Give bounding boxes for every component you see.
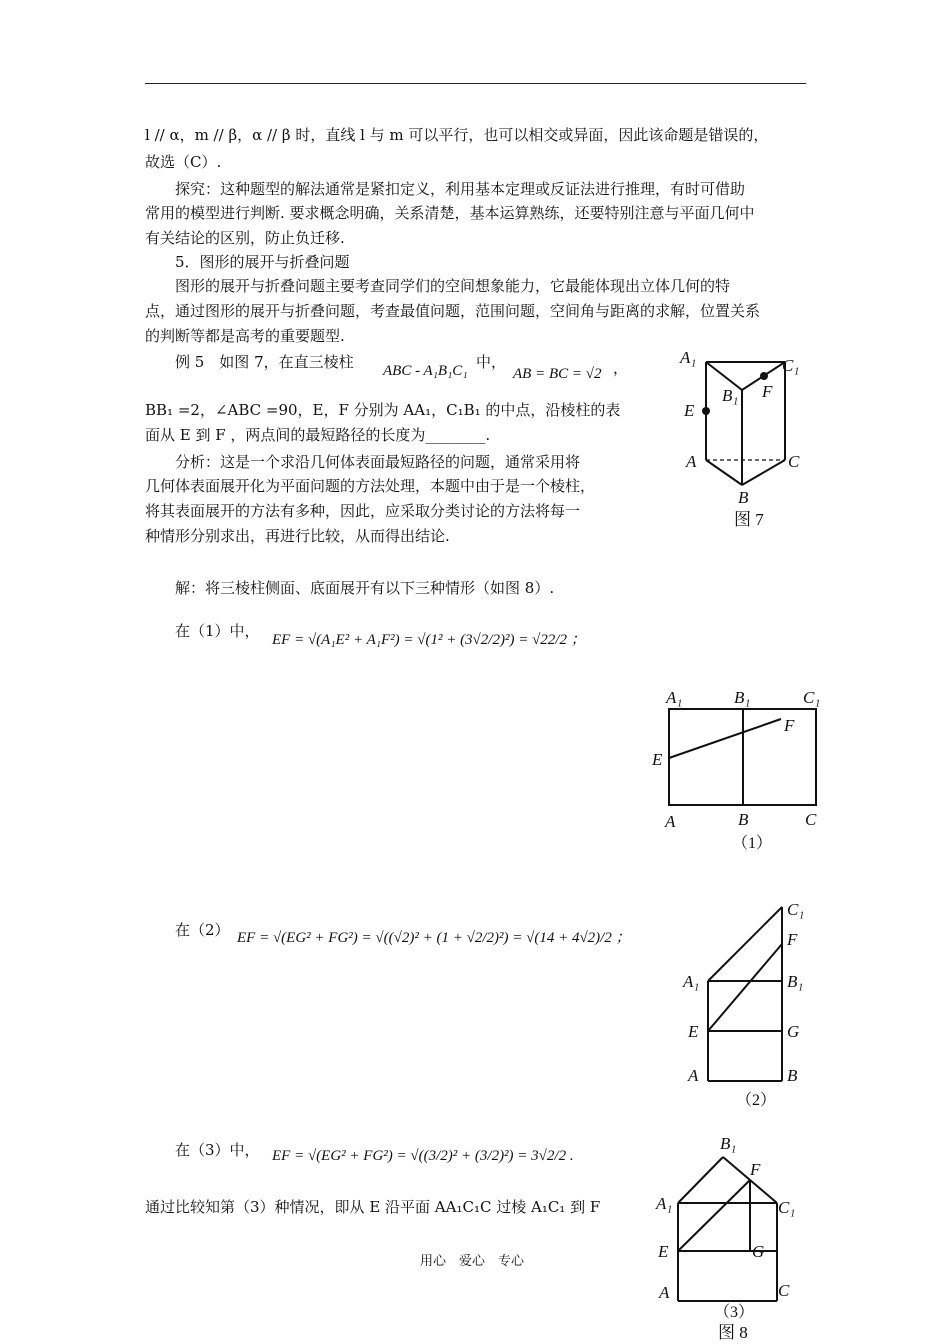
text-line: 点，通过图形的展开与折叠问题，考查最值问题，范围问题，空间角与距离的求解，位置关系 (145, 302, 761, 320)
text-line: 种情形分别求出，再进行比较，从而得出结论. (145, 527, 450, 545)
label: A₁ (666, 688, 683, 707)
label: C (805, 810, 817, 829)
text-line: 通过比较知第（3）种情况，即从 E 沿平面 AA₁C₁C 过棱 A₁C₁ 到 F (145, 1198, 601, 1216)
figure-8-2 (680, 895, 820, 1115)
label: B (738, 810, 749, 829)
label: F (762, 382, 773, 401)
label: A (686, 452, 697, 471)
label: F (750, 1160, 761, 1179)
label: C₁ (803, 688, 821, 707)
figure-7-prism (670, 345, 810, 530)
page-footer: 用心 爱心 专心 (420, 1254, 525, 1269)
figure-8-1 (648, 685, 828, 855)
label: E (688, 1022, 699, 1041)
formula-case-2: EF = √(EG² + FG²) = √((√2)² + (1 + √2/2)²) = √(14 + 4√2)/2 ； (237, 930, 631, 946)
text-line: 分析：这是一个求沿几何体表面最短路径的问题，通常采用将 (175, 453, 581, 471)
text-line: 解：将三棱柱侧面、底面展开有以下三种情形（如图 8）. (175, 579, 555, 597)
case-label: 在（1）中， (175, 622, 260, 640)
formula-case-1: EF = √(A₁E² + A₁F²) = √(1² + (3√2/2)²) = √22/2 ； (272, 632, 586, 648)
label: G (752, 1242, 765, 1261)
label: C₁ (782, 356, 800, 375)
text-line: 将其表面展开的方法有多种，因此，应采取分类讨论的方法将每一 (145, 502, 581, 520)
figure-8-3 (650, 1133, 830, 1344)
text-line: ， (613, 359, 629, 377)
text-line: BB₁ =2，∠ABC =90，E，F 分别为 AA₁，C₁B₁ 的中点，沿棱柱的表 (145, 401, 621, 419)
figure-caption: （2） (736, 1092, 777, 1109)
label: A (665, 812, 676, 831)
text-line: 中， (476, 353, 507, 371)
label: C₁ (778, 1198, 796, 1217)
section-heading: 5．图形的展开与折叠问题 (175, 253, 350, 271)
text-line: 常用的模型进行判断. 要求概念明确，关系清楚，基本运算熟练，还要特别注意与平面几何中 (145, 204, 755, 222)
header-rule (145, 83, 806, 84)
text-line: 几何体表面展开化为平面问题的方法处理，本题中由于是一个棱柱， (145, 477, 596, 495)
label: B₁ (720, 1134, 737, 1153)
text-line: 图形的展开与折叠问题主要考查同学们的空间想象能力，它最能体现出立体几何的特 (175, 277, 731, 295)
figure-caption: 图 7 (734, 510, 764, 529)
given-equation: AB = BC = √2 (513, 366, 602, 382)
label: A (659, 1283, 670, 1302)
point-f (760, 372, 768, 380)
figure-caption: （1） (732, 835, 773, 852)
figure-caption: 图 8 (718, 1323, 748, 1342)
label: A₁ (683, 972, 700, 991)
formula-case-3: EF = √(EG² + FG²) = √((3/2)² + (3/2)²) = 3√2/2 . (272, 1148, 574, 1164)
prism-name: ABC - A₁B₁C₁ (383, 363, 468, 379)
label: G (787, 1022, 800, 1041)
figure-caption: （3） (714, 1304, 755, 1321)
question-line: 面从 E 到 F ，两点间的最短路径的长度为________. (145, 426, 491, 444)
point-e (702, 407, 710, 415)
text-line: 探究：这种题型的解法通常是紧扣定义，利用基本定理或反证法进行推理，有时可借助 (175, 180, 746, 198)
label: C (788, 452, 800, 471)
label: C₁ (787, 900, 805, 919)
case-label: 在（3）中， (175, 1141, 260, 1159)
example-label: 例 5 如图 7，在直三棱柱 (175, 353, 354, 371)
label: B (787, 1066, 798, 1085)
text-line: 故选（C）. (145, 153, 222, 171)
label: B₁ (734, 688, 751, 707)
label: B₁ (722, 386, 739, 405)
label: A₁ (680, 348, 697, 367)
case-label: 在（2） (175, 921, 230, 939)
label: B₁ (787, 972, 804, 991)
label: F (787, 930, 798, 949)
label: F (784, 716, 795, 735)
label: A (688, 1066, 699, 1085)
label: E (658, 1242, 669, 1261)
text-line: 的判断等都是高考的重要题型. (145, 327, 345, 345)
text-line: l // α，m // β，α // β 时，直线 l 与 m 可以平行，也可以相交或异面，因此该命题是错误的， (145, 126, 769, 144)
label: A₁ (656, 1194, 673, 1213)
text-line: 有关结论的区别，防止负迁移. (145, 229, 345, 247)
label: B (738, 488, 749, 507)
label: C (778, 1281, 790, 1300)
label: E (652, 750, 663, 769)
label: E (684, 401, 695, 420)
